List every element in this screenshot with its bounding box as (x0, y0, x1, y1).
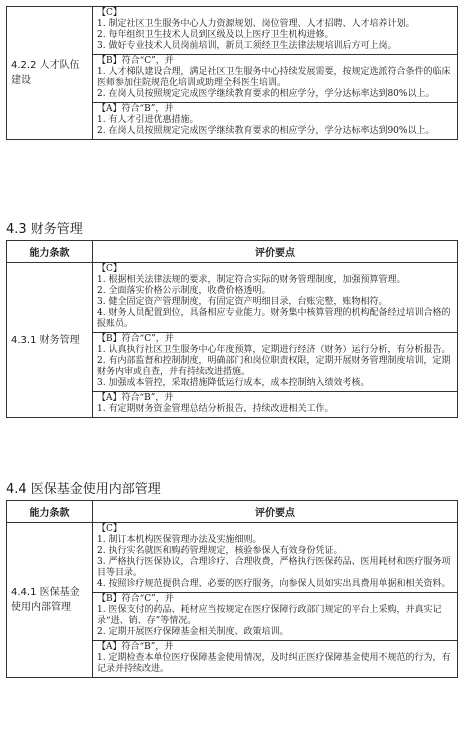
section-title-4-3: 4.3 财务管理 (6, 222, 83, 237)
section-title-4-4: 4.4 医保基金使用内部管理 (6, 482, 161, 497)
criterion-item: 3. 严格执行医保协议，合理诊疗、合理收费，严格执行医保药品、医用耗材和医疗服务项目等目录。 (97, 557, 451, 578)
criterion-item: 2. 有内部监督和控制制度，明确部门和岗位职责权限，定期开展财务管理制度培训，定期财务内审或自查，并有持续改进措施。 (97, 356, 451, 377)
criterion-item: 2. 在岗人员按照规定完成医学继续教育要求的相应学分，学分达标率达到80%以上。 (97, 89, 435, 99)
level-b-block-431 (93, 333, 458, 392)
criterion-item: 3. 加强成本管控，采取措施降低运行成本，成本控制纳入绩效考核。 (97, 378, 370, 388)
criterion-item: 4. 财务人员配置到位，具备相应专业能力。财务集中核算管理的机构配备经过培训合格的报账员。 (97, 308, 451, 329)
table-441 (6, 500, 458, 678)
category-cell-441: 4.4.1 医保基金使用内部管理 (7, 523, 93, 678)
level-a-label: 【A】符合“B”，并 (97, 104, 174, 114)
level-c-block-422 (93, 7, 458, 55)
criterion-item: 1. 人才梯队建设合理，满足社区卫生服务中心持续发展需要，按规定选派符合条件的临床医师参加住院规范化培训或助理全科医生培训。 (97, 67, 451, 88)
criterion-item: 2. 全面落实价格公示制度，收费价格透明。 (97, 286, 271, 296)
criterion-item: 2. 每年组织卫生技术人员到区级及以上医疗卫生机构进修。 (97, 30, 334, 40)
level-c-label: 【C】 (97, 264, 122, 274)
header-evaluation: 评价要点 (93, 241, 458, 263)
criterion-item: 1. 有定期财务资金管理总结分析报告，持续改进相关工作。 (97, 404, 334, 414)
level-c-block-441 (93, 523, 458, 593)
criterion-item: 1. 制定社区卫生服务中心人力资源规划、岗位管理、人才招聘、人才培养计划。 (97, 19, 415, 29)
criterion-item: 3. 做好专业技术人员岗前培训，新员工须经卫生法律法规培训后方可上岗。 (97, 41, 397, 51)
level-a-label: 【A】符合“B”，并 (97, 393, 174, 403)
level-c-label: 【C】 (97, 8, 122, 18)
level-b-block-441 (93, 593, 458, 641)
criterion-item: 1. 定期检查本单位医疗保障基金使用情况，及时纠正医疗保障基金使用不规范的行为，有记录并持续改进。 (97, 653, 451, 674)
header-evaluation: 评价要点 (93, 501, 458, 523)
criterion-item: 1. 医保支付的药品、耗材应当按规定在医疗保障行政部门规定的平台上采购，并真实记录“进、销、存”等情况。 (97, 605, 442, 626)
criterion-item: 1. 认真执行社区卫生服务中心年度预算，定期进行经济（财务）运行分析，有分析报告。 (97, 345, 451, 355)
level-a-block-422 (93, 103, 458, 140)
level-b-block-422 (93, 55, 458, 103)
criterion-item: 1. 根据相关法律法规的要求，制定符合实际的财务管理制度，加强预算管理。 (97, 275, 406, 285)
table-431 (6, 240, 458, 418)
category-cell-431: 4.3.1 财务管理 (7, 263, 93, 418)
criterion-item: 3. 健全固定资产管理制度，有固定资产明细目录，台账完整，账物相符。 (97, 297, 388, 307)
level-b-label: 【B】符合“C”，并 (97, 56, 174, 66)
table-422 (6, 6, 458, 140)
criterion-item: 2. 定期开展医疗保障基金相关制度、政策培训。 (97, 627, 289, 637)
level-c-block-431 (93, 263, 458, 333)
criterion-item: 2. 执行实名就医和购药管理规定，核验参保人有效身份凭证。 (97, 546, 343, 556)
criterion-item: 1. 制订本机构医保管理办法及实施细则。 (97, 535, 262, 545)
level-c-label: 【C】 (97, 524, 122, 534)
level-b-label: 【B】符合“C”，并 (97, 594, 174, 604)
level-b-label: 【B】符合“C”，并 (97, 334, 174, 344)
criterion-item: 2. 在岗人员按照规定完成医学继续教育要求的相应学分，学分达标率达到90%以上。 (97, 126, 435, 136)
criterion-item: 4. 按照诊疗规范提供合理、必要的医疗服务，向参保人员如实出具费用单据和相关资料。 (97, 579, 451, 589)
level-a-label: 【A】符合“B”，并 (97, 642, 174, 652)
header-clause: 能力条款 (7, 501, 93, 523)
level-a-block-441 (93, 641, 458, 678)
header-clause: 能力条款 (7, 241, 93, 263)
category-cell-422: 4.2.2 人才队伍建设 (7, 7, 93, 140)
criterion-item: 1. 有人才引进优惠措施。 (97, 115, 199, 125)
level-a-block-431 (93, 392, 458, 418)
